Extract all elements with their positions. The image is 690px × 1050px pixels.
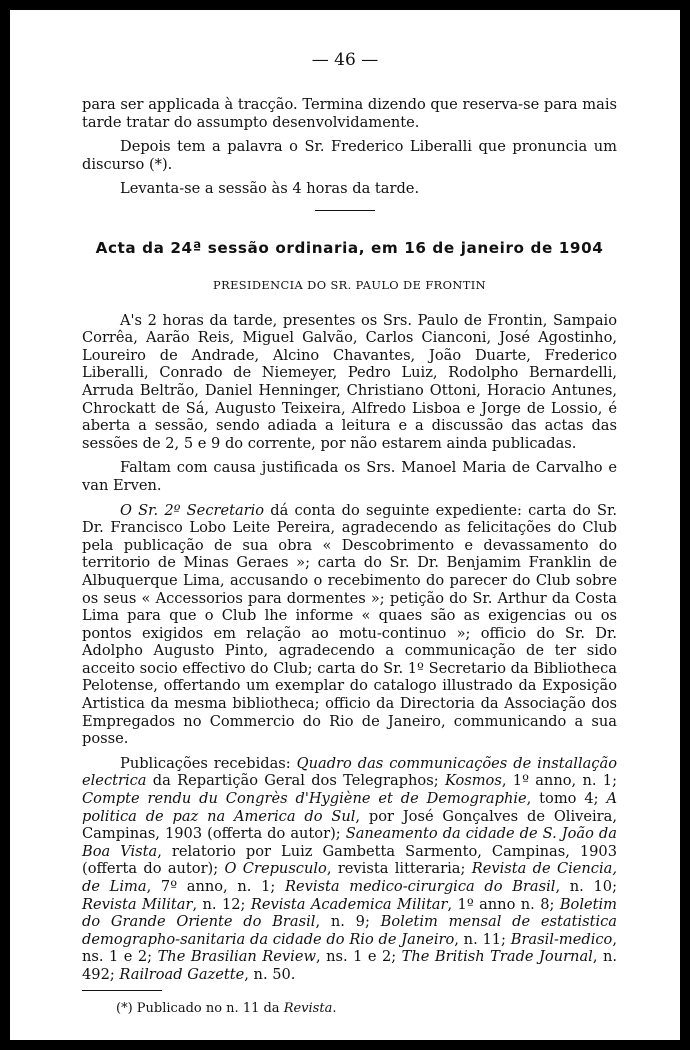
footnote — [116, 1000, 616, 1017]
pub-text: , n. 492; — [82, 948, 617, 983]
acta-section — [82, 239, 617, 984]
acta-title: Acta da 24ª sessão ordinaria, em 16 de janeiro de 1904 — [95, 239, 604, 257]
pub-title: Revista Militar — [82, 895, 193, 913]
intro-paragraph-3: Levanta-se a sessão às 4 horas da tarde. — [120, 180, 420, 198]
pub-title: Revista Academica Militar — [250, 895, 448, 913]
pub-text: , 1º anno, n. 1; — [501, 772, 617, 790]
acta-paragraph-2: Faltam com causa justificada os Srs. Manoel Maria de Carvalho e van Erven. — [82, 459, 617, 494]
intro-paragraph-2: Depois tem a palavra o Sr. Frederico Liberalli que pronuncia um discurso (*). — [82, 138, 617, 173]
footnote-journal: Revista — [283, 1001, 333, 1016]
footnote-rule — [82, 990, 162, 991]
presidency-line: PRESIDENCIA DO SR. PAULO DE FRONTIN — [213, 278, 486, 292]
pub-title: Railroad Gazette — [119, 965, 245, 983]
section-divider — [315, 210, 375, 211]
pub-text: , revista litteraria; — [326, 860, 472, 878]
pub-title: Kosmos — [444, 772, 502, 790]
pub-title: The Brasilian Review — [157, 948, 316, 966]
pub-text: , ns. 1 e 2; — [315, 948, 402, 966]
pub-text: , n. 9; — [315, 913, 381, 931]
pub-title: Saneamento da cidade de S. João da Boa Vista — [82, 825, 617, 860]
pub-title: Revista de Ciencia, de Lima — [82, 860, 617, 895]
pub-text: , ns. 1 e 2; — [82, 930, 617, 966]
pub-title: Boletim do Grande Oriente do Brasil — [82, 895, 617, 931]
pub-title: Boletim mensal de estatistica demographo-sanitaria da cidade do Rio de Janeiro — [82, 913, 618, 948]
pub-text: , n. 50. — [244, 965, 296, 983]
pub-text: , por José Gonçalves de Oliveira, Campinas, 1903 (offerta do autor); — [82, 807, 617, 843]
pub-text: , relatorio por Luiz Gambetta Sarmento, Campinas, 1903 (offerta do autor); — [82, 842, 617, 878]
pub-title: A politica de paz na America do Sul — [82, 790, 617, 825]
intro-section — [82, 96, 617, 198]
acta-paragraph-3 — [82, 502, 617, 748]
secretary-title: O Sr. 2º Secretario — [120, 501, 265, 519]
pub-text: , tomo 4; — [526, 790, 607, 808]
expediente-text: dá conta do seguinte expediente: carta do Sr. Dr. Francisco Lobo Leite Pereira, agradecendo as felicitações do Club pela publicação de sua obra « Descobrimento e devassamento do territorio de Minas Geraes »; carta do Sr. Dr. Benjamim Franklin de Albuquerque Lima, accusando o recebimento do parecer do Club sobre os seus « Accessorios para dormentes »; petição do Sr. Arthur da Costa Lima para que o Club lhe informe « quaes são as exigencias ou os pontos exigidos em relação ao motu-continuo »; officio do Sr. Dr. Adolpho Augusto Pinto, agradecendo a communicação de ter sido acceito socio effectivo do Club; carta do Sr. 1º Secretario da Bibliotheca Pelotense, offertando um exemplar do catalogo illustrado da Exposição Artistica da mesma bibliotheca; officio da Directoria da Associação dos Empregados no Commercio do Rio de Janeiro, communicando a sua posse. — [82, 501, 617, 748]
document-page — [10, 10, 680, 1040]
pub-title: Quadro das communicações de installação electrica — [82, 754, 617, 790]
pub-title: O Crepusculo — [224, 860, 327, 878]
acta-paragraph-1: A's 2 horas da tarde, presentes os Srs. Paulo de Frontin, Sampaio Corrêa, Aarão Reis, Miguel Galvão, Carlos Cianconi, José Agostinho, Loureiro de Andrade, Alcino Chavantes, João Duarte, Frederico Liberalli, Conrado de Niemeyer, Pedro Luiz, Rodolpho Bernardelli, Arruda Beltrão, Daniel Henninger, Christiano Ottoni, Horacio Antunes, Chrockatt de Sá, Augusto Teixeira, Alfredo Lisboa e Jorge de Lossio, é aberta a sessão, sendo adiada a leitura e a discussão das actas das sessões de 2, 5 e 9 do corrente, por não estarem ainda publicadas. — [82, 311, 617, 452]
footnote-text: (*) Publicado no n. 11 da — [116, 1001, 284, 1016]
page-number: — 46 — — [311, 50, 379, 70]
pub-title: Compte rendu du Congrès d'Hygiène et de Demographie — [82, 790, 527, 808]
pub-text: , n. 12; — [192, 895, 251, 913]
footnote-end: . — [332, 1001, 337, 1016]
publications-paragraph — [82, 755, 617, 984]
pub-text: Publicações recebidas: — [120, 754, 297, 772]
pub-title: Brasil-medico — [510, 930, 613, 948]
intro-paragraph-1: para ser applicada à tracção. Termina dizendo que reserva-se para mais tarde tratar do assumpto desenvolvidamente. — [82, 96, 617, 131]
pub-title: The British Trade Journal — [401, 948, 593, 966]
pub-text: , n. 11; — [454, 930, 511, 948]
pub-text: , 7º anno, n. 1; — [146, 878, 285, 895]
pub-text: , 1º anno n. 8; — [447, 895, 560, 913]
pub-text: , n. 10; — [555, 878, 617, 895]
pub-text: da Repartição Geral dos Telegraphos; — [146, 772, 445, 790]
pub-title: Revista medico-cirurgica do Brasil — [284, 878, 556, 895]
